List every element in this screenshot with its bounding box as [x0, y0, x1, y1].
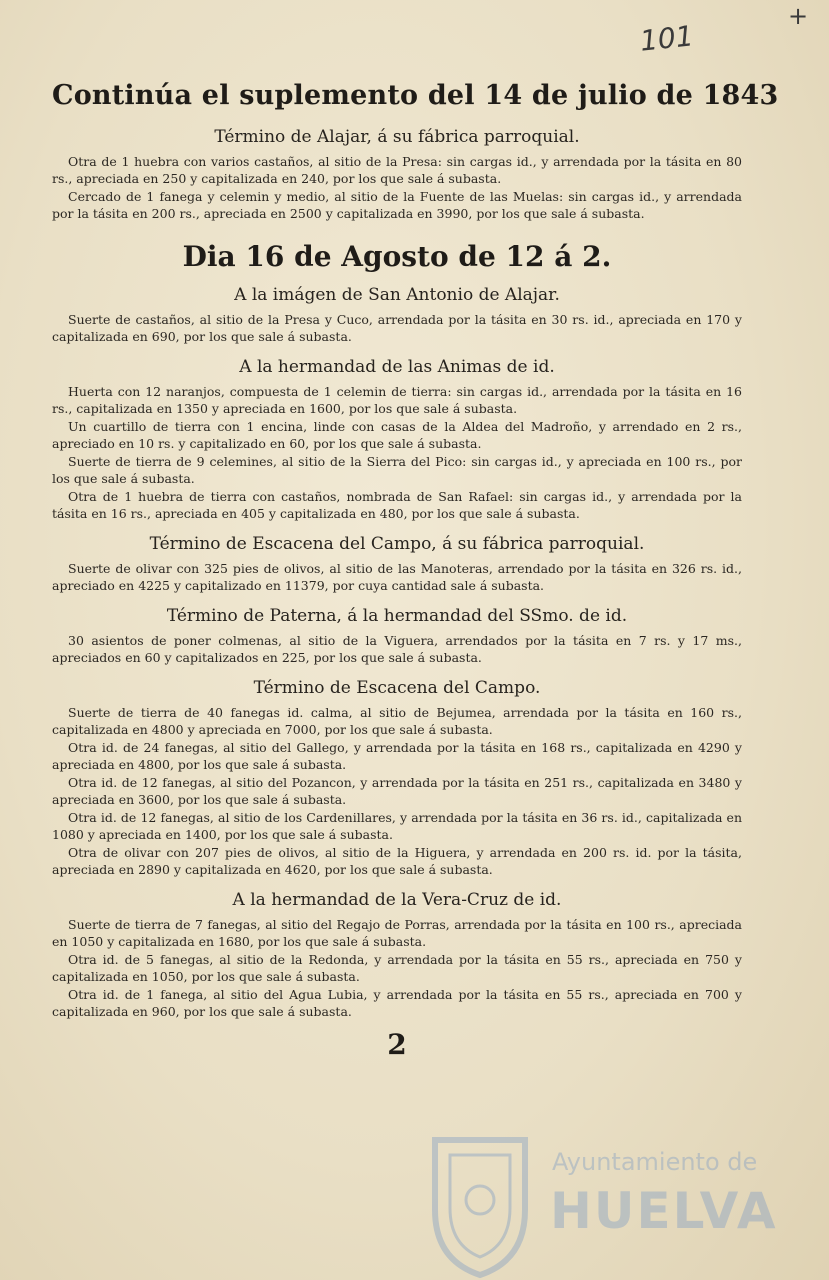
paragraph: Otra id. de 1 fanega, al sitio del Agua Lubia, y arrendada por la tásita en 55 rs., apreciada en 700 y capitalizada en 960, por los que sale á subasta. [52, 987, 742, 1019]
paragraph: Otra id. de 24 fanegas, al sitio del Gallego, y arrendada por la tásita en 168 rs., capitalizada en 4290 y apreciada en 4800, por los que sale á subasta. [52, 740, 742, 772]
handwritten-folio-number: 101 [638, 19, 696, 58]
paragraph: Otra de olivar con 207 pies de olivos, al sitio de la Higuera, y arrendada en 200 rs. id. por la tásita, apreciada en 2890 y capitalizada en 4620, por los que sale á subasta. [52, 845, 742, 877]
paragraph: Otra de 1 huebra con varios castaños, al sitio de la Presa: sin cargas id., y arrendada por la tásita en 80 rs., apreciada en 250 y capitalizada en 240, por los que sale á subasta. [52, 154, 742, 186]
watermark-label-small: Ayuntamiento de [552, 1148, 758, 1176]
watermark [420, 1120, 820, 1280]
paragraph: Huerta con 12 naranjos, compuesta de 1 celemin de tierra: sin cargas id., arrendada por la tásita en 16 rs., capitalizada en 1350 y apreciada en 1600, por los que sale á subasta. [52, 384, 742, 416]
paragraph: Suerte de tierra de 9 celemines, al sitio de la Sierra del Pico: sin cargas id., y apreciada en 100 rs., por los que sale á subasta. [52, 454, 742, 486]
paragraph: Otra id. de 5 fanegas, al sitio de la Redonda, y arrendada por la tásita en 55 rs., apreciada en 750 y capitalizada en 1050, por los que sale á subasta. [52, 952, 742, 984]
coat-of-arms-icon [420, 1120, 540, 1280]
paragraph: Otra id. de 12 fanegas, al sitio del Pozancon, y arrendada por la tásita en 251 rs., capitalizada en 3480 y apreciada en 3600, por los que sale á subasta. [52, 775, 742, 807]
paragraph: Suerte de olivar con 325 pies de olivos, al sitio de las Manoteras, arrendado por la tásita en 326 rs. id., apreciado en 4225 y capitalizado en 11379, por cuya cantidad sale á subasta. [52, 561, 742, 593]
section-escacena [52, 678, 742, 878]
section-vera-cruz [52, 890, 742, 1020]
handwritten-mark: + [788, 2, 809, 30]
paragraph: Un cuartillo de tierra con 1 encina, linde con casas de la Aldea del Madroño, y arrendado en 2 rs., apreciado en 10 rs. y capitalizado en 60, por los que sale á subasta. [52, 419, 742, 451]
section-animas [52, 357, 742, 522]
paragraph: 30 asientos de poner colmenas, al sitio de la Viguera, arrendados por la tásita en 7 rs. y 17 ms., apreciados en 60 y capitalizados en 225, por los que sale á subasta. [52, 633, 742, 665]
section-heading: A la hermandad de la Vera-Cruz de id. [232, 890, 562, 910]
day-title: Dia 16 de Agosto de 12 á 2. [182, 240, 612, 273]
section-heading: A la imágen de San Antonio de Alajar. [234, 285, 560, 305]
paragraph: Otra de 1 huebra de tierra con castaños, nombrada de San Rafael: sin cargas id., y arrendada por la tásita en 16 rs., apreciada en 405 y capitalizada en 480, por los que sale á subasta. [52, 489, 742, 521]
section-escacena-parroquial [52, 534, 742, 594]
section-paterna [52, 606, 742, 666]
section-heading: Término de Escacena del Campo, á su fábrica parroquial. [149, 534, 645, 554]
section-alajar [52, 127, 742, 222]
paragraph: Suerte de tierra de 7 fanegas, al sitio del Regajo de Porras, arrendada por la tásita en 100 rs., apreciada en 1050 y capitalizada en 1680, por los que sale á subasta. [52, 917, 742, 949]
main-title: Continúa el suplemento del 14 de julio de 1843 [52, 80, 779, 111]
paragraph: Cercado de 1 fanega y celemin y medio, al sitio de la Fuente de las Muelas: sin cargas id., y arrendada por la tásita en 200 rs., apreciada en 2500 y capitalizada en 3990, por los que sale á subasta. [52, 189, 742, 221]
section-heading: Término de Alajar, á su fábrica parroquial. [214, 127, 580, 147]
paragraph: Suerte de castaños, al sitio de la Presa y Cuco, arrendada por la tásita en 30 rs. id., apreciada en 170 y capitalizada en 690, por los que sale á subasta. [52, 312, 742, 344]
section-san-antonio [52, 285, 742, 345]
paragraph: Suerte de tierra de 40 fanegas id. calma, al sitio de Bejumea, arrendada por la tásita en 160 rs., capitalizada en 4800 y apreciada en 7000, por los que sale á subasta. [52, 705, 742, 737]
document-body [52, 80, 779, 1061]
page-number: 2 [387, 1028, 407, 1061]
section-heading: Término de Escacena del Campo. [253, 678, 541, 698]
paragraph: Otra id. de 12 fanegas, al sitio de los Cardenillares, y arrendada por la tásita en 36 rs. id., capitalizada en 1080 y apreciada en 1400, por los que sale á subasta. [52, 810, 742, 842]
watermark-label-big: HUELVA [550, 1182, 778, 1240]
section-heading: A la hermandad de las Animas de id. [239, 357, 555, 377]
section-heading: Término de Paterna, á la hermandad del SSmo. de id. [166, 606, 628, 626]
